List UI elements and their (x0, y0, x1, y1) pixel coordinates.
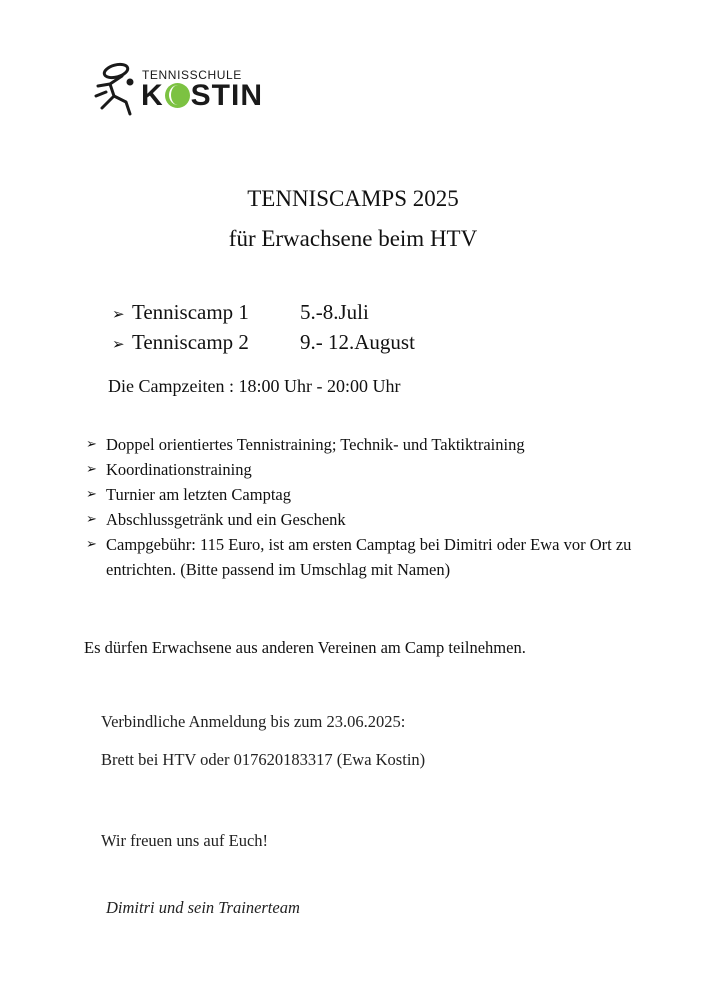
list-item: ➢ Doppel orientiertes Tennistraining; Technik- und Taktiktraining (86, 432, 646, 457)
list-item: ➢ Campgebühr: 115 Euro, ist am ersten Camptag bei Dimitri oder Ewa vor Ort zu entrichten. (Bitte passend im Umschlag mit Namen) (86, 532, 646, 582)
camp-name: Tenniscamp 1 (132, 300, 249, 324)
arrow-bullet-icon: ➢ (86, 437, 97, 452)
arrow-bullet-icon: ➢ (112, 305, 125, 323)
arrow-bullet-icon: ➢ (86, 537, 97, 552)
tennis-ball-icon (165, 83, 190, 108)
camp-times: Die Campzeiten : 18:00 Uhr - 20:00 Uhr (108, 376, 401, 396)
registration-deadline: Verbindliche Anmeldung bis zum 23.06.2025: (101, 712, 406, 731)
camp-item (112, 297, 415, 327)
list-item: ➢ Koordinationstraining (86, 457, 646, 482)
arrow-bullet-icon: ➢ (86, 462, 97, 477)
signature: Dimitri und sein Trainerteam (106, 898, 300, 917)
logo-subtitle: TENNISSCHULE (142, 68, 242, 82)
feature-list (86, 432, 646, 582)
camp-dates: 9.- 12.August (300, 330, 415, 354)
arrow-bullet-icon: ➢ (86, 512, 97, 527)
page-subtitle: für Erwachsene beim HTV (228, 226, 478, 251)
camp-dates: 5.-8.Juli (300, 300, 369, 324)
camp-item (112, 327, 415, 357)
list-item: ➢ Turnier am letzten Camptag (86, 482, 646, 507)
arrow-bullet-icon: ➢ (86, 487, 97, 502)
page-title: TENNISCAMPS 2025 (247, 186, 459, 211)
school-logo (92, 62, 292, 120)
tennis-player-icon (92, 62, 138, 118)
arrow-bullet-icon: ➢ (112, 335, 125, 353)
logo-name: K STIN (141, 79, 264, 112)
participation-notice: Es dürfen Erwachsene aus anderen Vereinen am Camp teilnehmen. (84, 638, 526, 657)
registration-contact: Brett bei HTV oder 017620183317 (Ewa Kostin) (101, 750, 426, 769)
camp-list (112, 297, 415, 357)
greeting: Wir freuen uns auf Euch! (101, 831, 269, 850)
list-item: ➢ Abschlussgetränk und ein Geschenk (86, 507, 646, 532)
camp-name: Tenniscamp 2 (132, 330, 249, 354)
